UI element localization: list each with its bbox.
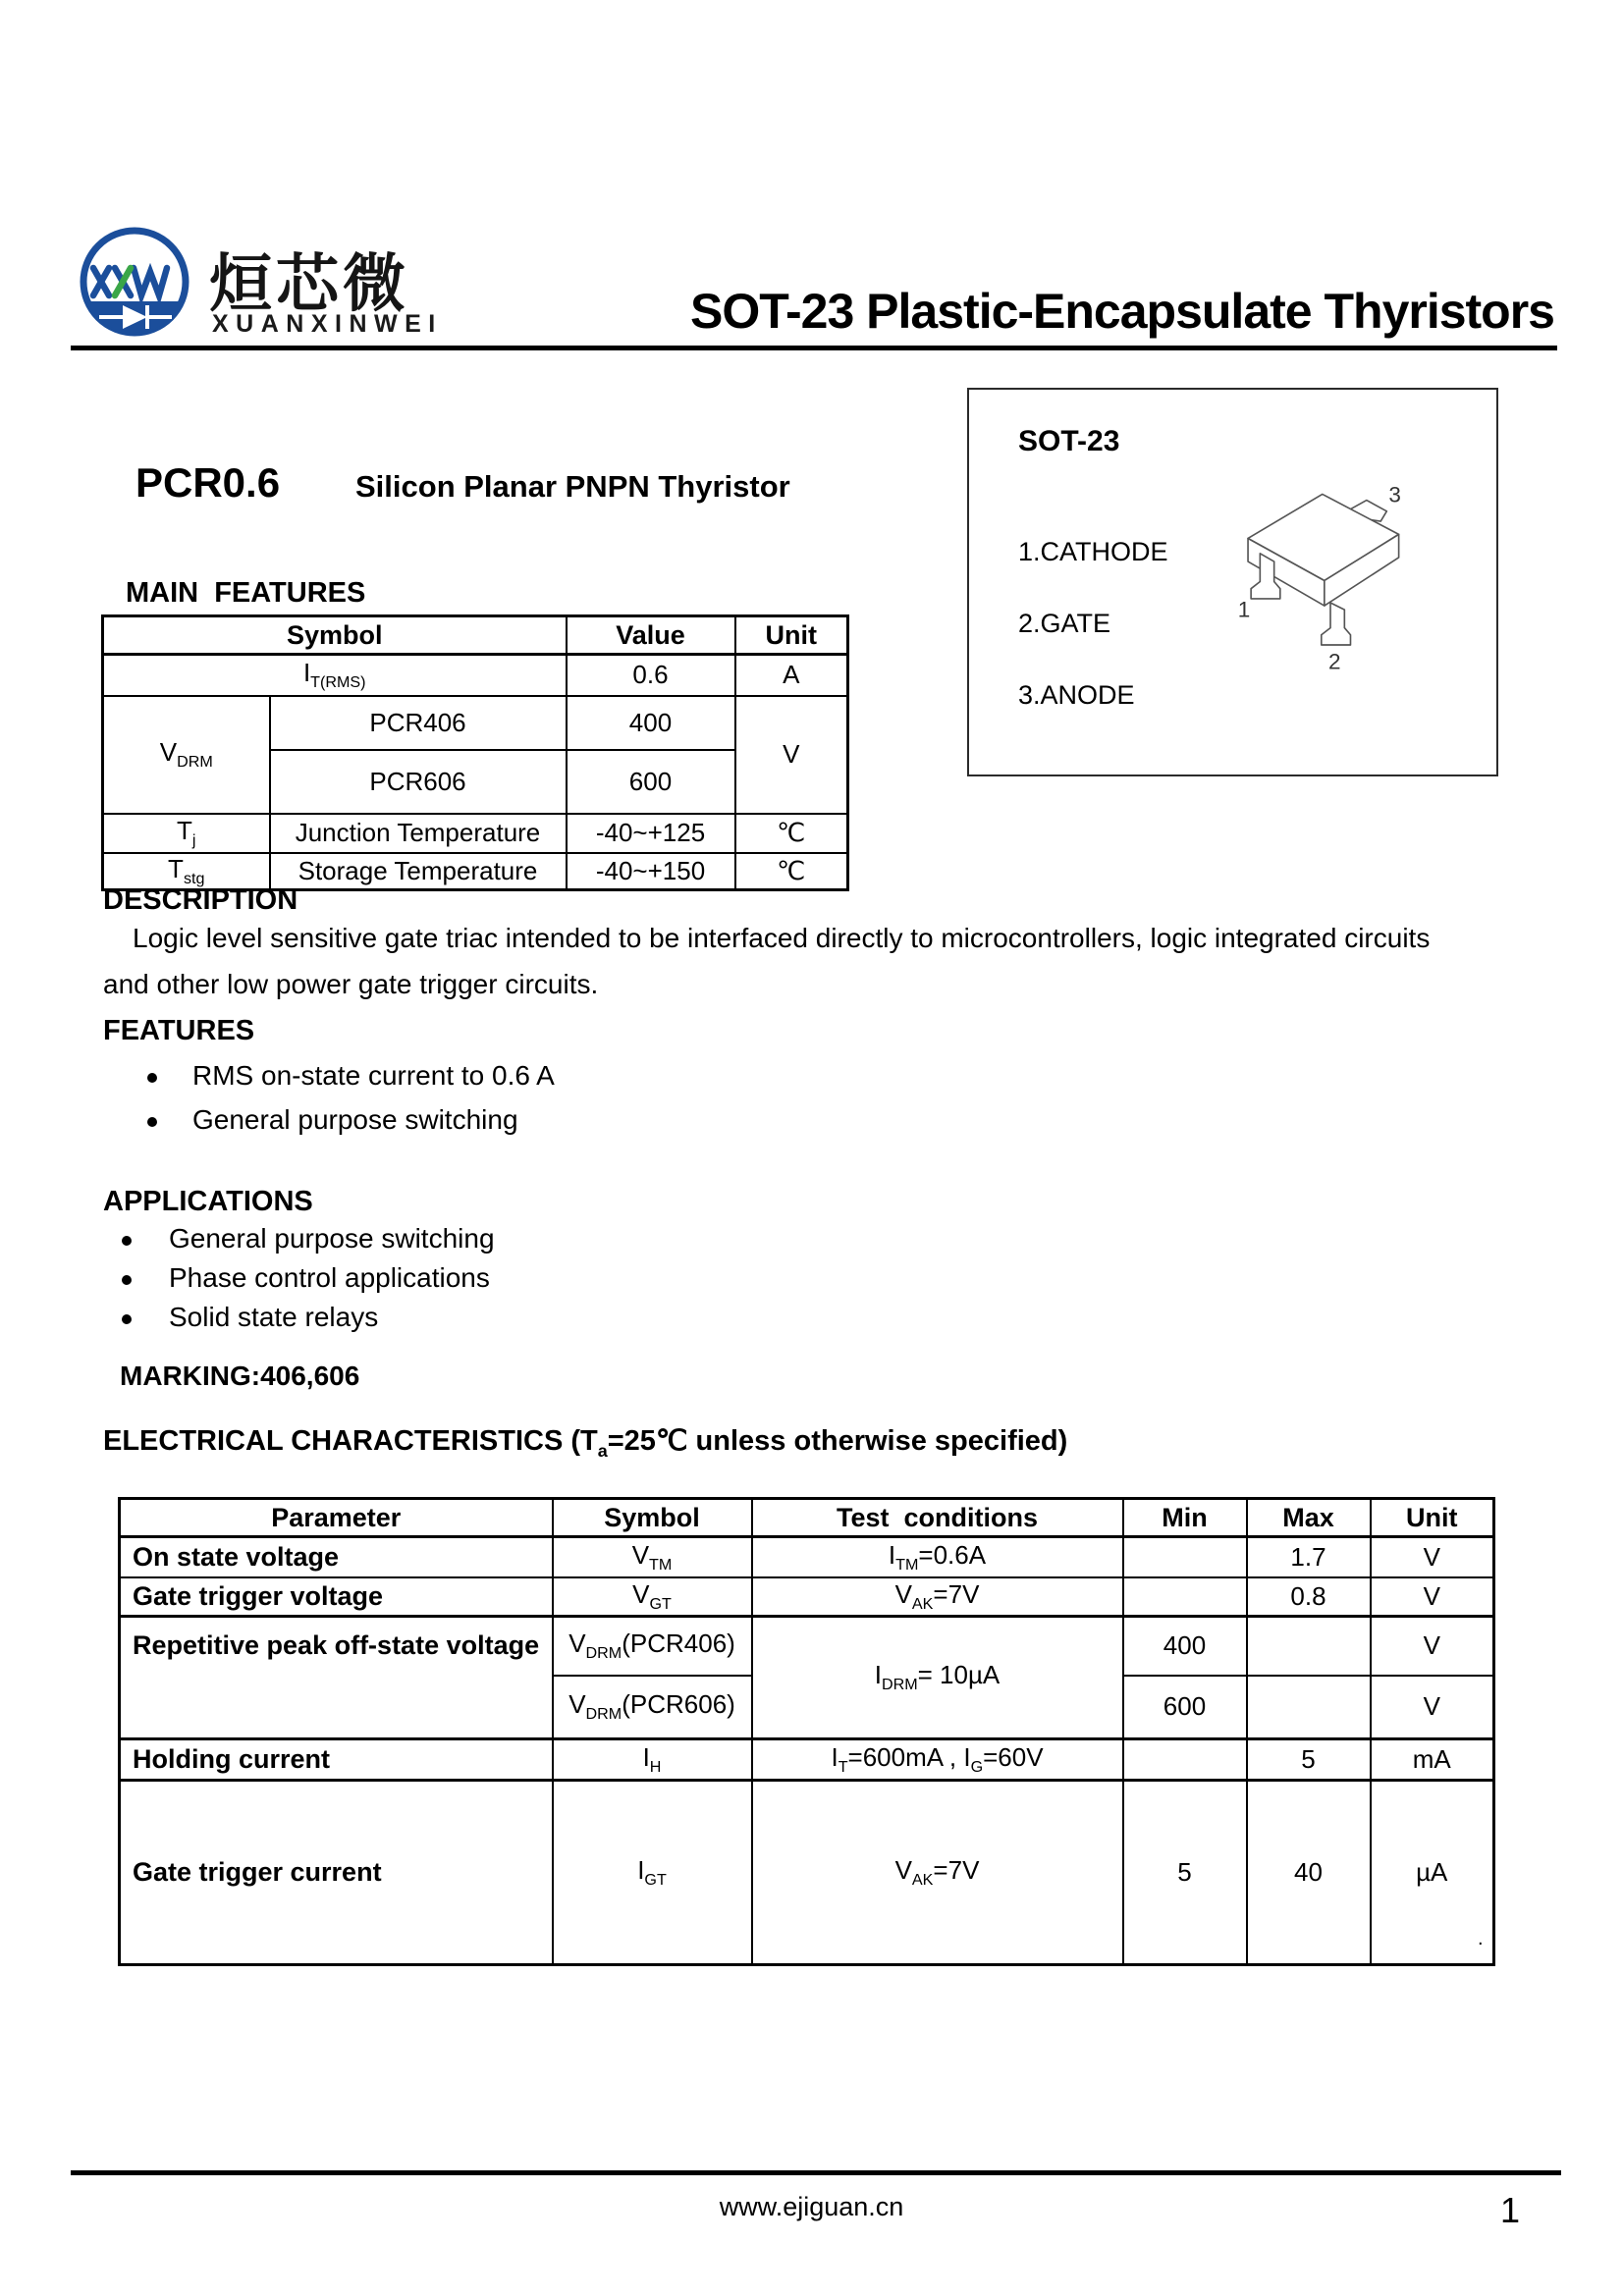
unit-vdrm-pcr406: V — [1371, 1617, 1494, 1676]
main-features-table — [101, 614, 849, 891]
label-tj: Junction Temperature — [270, 814, 567, 853]
unit-vtm: V — [1371, 1537, 1494, 1577]
xxw-logo-mark — [72, 221, 201, 348]
symbol-vdrm-pcr606: $V_{DRM}(PCR606)$ — [553, 1676, 752, 1739]
test-idrm: $I_{DRM}= 10\mu A$ — [752, 1617, 1123, 1739]
param-repetitive-peak: Repetitive peak off-state voltage — [120, 1617, 553, 1739]
pin-label-cathode: 1.CATHODE — [1018, 537, 1168, 566]
brand-name-chinese: 烜芯微 — [209, 248, 409, 319]
elec-col-unit: Unit — [1371, 1499, 1494, 1537]
min-vgt — [1123, 1577, 1247, 1617]
footer-url: www.ejiguan.cn — [719, 2192, 904, 2221]
application-item: General purpose switching — [169, 1223, 495, 1254]
max-vdrm-pcr606 — [1247, 1676, 1371, 1739]
pin-number-2: 2 — [1327, 649, 1341, 674]
value-it-rms: 0.6 — [567, 655, 735, 696]
pin-number-1: 1 — [1237, 597, 1251, 622]
unit-igt: µA — [1371, 1781, 1494, 1965]
symbol-vdrm: $V_{DRM}$ — [103, 696, 270, 814]
description-heading: DESCRIPTION — [103, 884, 298, 916]
electrical-heading: ELECTRICAL CHARACTERISTICS ($T_a=25℃$ unless otherwise specified) — [103, 1425, 1068, 1461]
product-subtitle: Silicon Planar PNPN Thyristor — [355, 469, 790, 504]
main-col-unit: Unit — [735, 616, 848, 655]
test-igt: $V_{AK}=7V$ — [752, 1781, 1123, 1965]
description-line-2: and other low power gate trigger circuits. — [103, 969, 599, 999]
symbol-vtm: $V_{TM}$ — [553, 1537, 752, 1577]
symbol-vdrm-pcr406: $V_{DRM}(PCR406)$ — [553, 1617, 752, 1676]
document-title: SOT-23 Plastic-Encapsulate Thyristors — [690, 284, 1554, 339]
bullet-icon — [122, 1236, 132, 1246]
symbol-igt: $I_{GT}$ — [553, 1781, 752, 1965]
electrical-table — [118, 1497, 1495, 1966]
description-line-1: Logic level sensitive gate triac intended to be interfaced directly to microcontrollers, logic integrated circuits — [133, 923, 1431, 953]
applications-heading: APPLICATIONS — [103, 1186, 313, 1217]
param-holding-current: Holding current — [120, 1739, 553, 1781]
bullet-icon — [147, 1073, 157, 1083]
elec-col-symbol: Symbol — [553, 1499, 752, 1537]
feature-item: General purpose switching — [192, 1104, 518, 1135]
test-ih: $I_T=600mA$ , $I_G=60V$ — [752, 1739, 1123, 1781]
pin-label-gate: 2.GATE — [1018, 609, 1111, 638]
marking-text: MARKING:406,606 — [120, 1361, 360, 1391]
value-pcr606: 600 — [567, 750, 735, 814]
unit-tstg: ℃ — [735, 853, 848, 890]
max-igt: 40 — [1247, 1781, 1371, 1965]
bullet-icon — [122, 1275, 132, 1285]
feature-item: RMS on-state current to 0.6 A — [192, 1060, 555, 1091]
bullet-icon — [122, 1314, 132, 1324]
elec-col-max: Max — [1247, 1499, 1371, 1537]
test-vgt: $V_{AK}=7V$ — [752, 1577, 1123, 1617]
sot23-package-drawing — [1227, 476, 1434, 687]
max-ih: 5 — [1247, 1739, 1371, 1781]
unit-vdrm-pcr606: V — [1371, 1676, 1494, 1739]
max-vtm: 1.7 — [1247, 1537, 1371, 1577]
max-vgt: 0.8 — [1247, 1577, 1371, 1617]
unit-it-rms: A — [735, 655, 848, 696]
test-vtm: $I_{TM}=0.6A$ — [752, 1537, 1123, 1577]
symbol-vgt: $V_{GT}$ — [553, 1577, 752, 1617]
stray-dot: . — [1478, 1928, 1484, 1949]
min-igt: 5 — [1123, 1781, 1247, 1965]
symbol-it-rms: $I_{T(RMS)}$ — [103, 655, 567, 696]
value-tj: -40~+125 — [567, 814, 735, 853]
page-number: 1 — [1500, 2190, 1521, 2230]
application-item: Solid state relays — [169, 1302, 379, 1332]
elec-col-min: Min — [1123, 1499, 1247, 1537]
header-rule — [71, 346, 1557, 350]
elec-col-test-conditions: Test conditions — [752, 1499, 1123, 1537]
package-box-title: SOT-23 — [1018, 425, 1120, 457]
min-vdrm-pcr606: 600 — [1123, 1676, 1247, 1739]
param-gate-trigger-voltage: Gate trigger voltage — [120, 1577, 553, 1617]
main-col-value: Value — [567, 616, 735, 655]
min-vdrm-pcr406: 400 — [1123, 1617, 1247, 1676]
package-box — [967, 388, 1498, 776]
logo — [72, 221, 201, 353]
param-on-state-voltage: On state voltage — [120, 1537, 553, 1577]
main-features-heading: MAIN FEATURES — [126, 577, 366, 609]
min-ih — [1123, 1739, 1247, 1781]
max-vdrm-pcr406 — [1247, 1617, 1371, 1676]
unit-ih: mA — [1371, 1739, 1494, 1781]
symbol-tj: $T_j$ — [103, 814, 270, 853]
bullet-icon — [147, 1117, 157, 1127]
value-tstg: -40~+150 — [567, 853, 735, 890]
variant-pcr406: PCR406 — [270, 696, 567, 750]
param-gate-trigger-current: Gate trigger current — [120, 1781, 553, 1965]
product-name: PCR0.6 — [135, 459, 281, 506]
unit-tj: ℃ — [735, 814, 848, 853]
min-vtm — [1123, 1537, 1247, 1577]
pin-number-3: 3 — [1388, 482, 1401, 507]
value-pcr406: 400 — [567, 696, 735, 750]
main-col-symbol: Symbol — [103, 616, 567, 655]
brand-name-romanized: XUANXINWEI — [212, 310, 443, 338]
features-heading: FEATURES — [103, 1015, 255, 1046]
label-tstg: Storage Temperature — [270, 853, 567, 890]
unit-vdrm: V — [735, 696, 848, 814]
symbol-ih: $I_H$ — [553, 1739, 752, 1781]
elec-col-parameter: Parameter — [120, 1499, 553, 1537]
symbol-tstg: $T_{stg}$ — [103, 853, 270, 890]
application-item: Phase control applications — [169, 1262, 490, 1293]
pin-label-anode: 3.ANODE — [1018, 680, 1135, 710]
variant-pcr606: PCR606 — [270, 750, 567, 814]
lead-2 — [1322, 603, 1351, 645]
unit-vgt: V — [1371, 1577, 1494, 1617]
footer-rule — [71, 2170, 1561, 2175]
